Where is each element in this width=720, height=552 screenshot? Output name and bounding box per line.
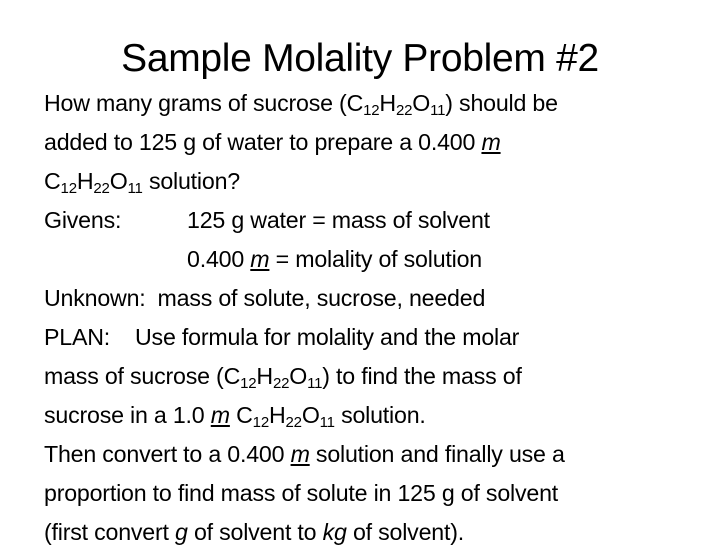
element-symbol: O [301, 402, 320, 428]
subscript: 12 [252, 414, 269, 431]
question-line-2 [44, 123, 694, 162]
subscript: 22 [395, 102, 413, 119]
question-text: ) should be [445, 90, 558, 116]
then-text: solution and finally use a [309, 441, 565, 467]
then-text: proportion to find mass of solute in 125 g of solvent [44, 480, 559, 506]
givens-item: 0.400 [187, 246, 251, 272]
molality-unit: m [290, 441, 310, 467]
subscript: 22 [285, 414, 302, 431]
subscript: 11 [319, 414, 335, 431]
subscript: 11 [430, 102, 446, 119]
plan-label: PLAN: [44, 324, 111, 350]
then-text: of solvent to [187, 519, 323, 545]
question-line-1 [44, 84, 694, 123]
unknown-line [44, 279, 694, 318]
question-text: How many grams of sucrose (C [44, 90, 364, 116]
subscript: 11 [127, 180, 143, 197]
plan-line-1 [44, 318, 694, 357]
element-symbol: C [44, 168, 61, 194]
then-line-3 [44, 513, 694, 552]
slide-body [44, 84, 694, 552]
element-symbol: C [229, 402, 253, 428]
then-text: of solvent). [346, 519, 464, 545]
molality-unit: m [210, 402, 230, 428]
plan-line-3 [44, 396, 694, 435]
unknown-label: Unknown: [44, 285, 146, 311]
givens-item: 125 g water = mass of solvent [187, 207, 490, 233]
then-line-2 [44, 474, 694, 513]
slide-title: Sample Molality Problem #2 [121, 37, 599, 80]
plan-text: mass of sucrose (C [44, 363, 241, 389]
question-text: added to 125 g of water to prepare a 0.400 [44, 129, 482, 155]
then-text: Then convert to a 0.400 [44, 441, 291, 467]
givens-line-1 [44, 201, 694, 240]
subscript: 12 [363, 102, 380, 119]
element-symbol: H [379, 90, 396, 116]
kilogram-unit: kg [322, 519, 347, 545]
element-symbol: H [76, 168, 94, 194]
plan-line-2 [44, 357, 694, 396]
element-symbol: O [109, 168, 128, 194]
element-symbol: O [289, 363, 308, 389]
element-symbol: O [412, 90, 431, 116]
then-text: (first convert [44, 519, 175, 545]
subscript: 22 [272, 375, 290, 392]
element-symbol: H [256, 363, 273, 389]
question-line-3 [44, 162, 694, 201]
plan-text: sucrose in a 1.0 [44, 402, 211, 428]
molality-unit: m [250, 246, 270, 272]
gram-unit: g [175, 519, 188, 545]
molality-unit: m [481, 129, 501, 155]
plan-text: ) to find the mass of [322, 363, 522, 389]
unknown-text: mass of solute, sucrose, needed [157, 285, 486, 311]
subscript: 11 [307, 375, 323, 392]
element-symbol: H [268, 402, 286, 428]
givens-item: = molality of solution [269, 246, 482, 272]
givens-label: Givens: [44, 207, 122, 233]
plan-text: solution. [334, 402, 426, 428]
subscript: 22 [93, 180, 110, 197]
question-text: solution? [142, 168, 240, 194]
then-line-1 [44, 435, 694, 474]
plan-text: Use formula for molality and the molar [135, 324, 520, 350]
subscript: 12 [240, 375, 257, 392]
subscript: 12 [60, 180, 77, 197]
givens-line-2 [44, 240, 694, 279]
